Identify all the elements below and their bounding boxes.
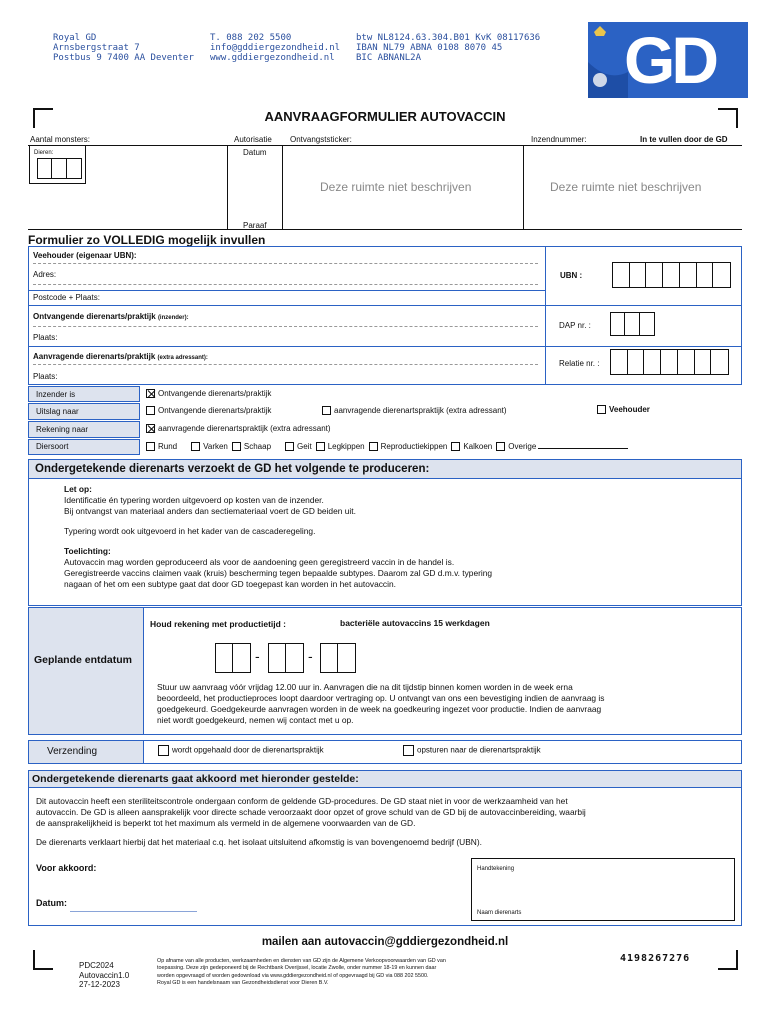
option-text: Ontvangende dierenarts/praktijk: [158, 389, 272, 398]
checkbox-checked-icon[interactable]: [146, 424, 155, 433]
legal-line: Royal GD is een handelsnaam van Gezondheidsdienst voor Dieren B.V.: [157, 980, 329, 987]
legal-line: worden opgevraagd of worden gedownload via www.gddiergezondheid.nl of opgevraagd bij GD via 088 202 5500.: [157, 972, 429, 979]
dap-label: DAP nr. :: [559, 321, 591, 330]
dotted-line: [33, 284, 538, 285]
barcode-number: 4198267276: [620, 953, 691, 964]
planning-line: Stuur uw aanvraag vóór vrijdag 12.00 uur in. Aanvragen die na dit tijdstip binnen komen worden in de week erna: [157, 682, 573, 692]
address-line: Postbus 9 7400 AA Deventer: [53, 53, 194, 63]
option-text: Varken: [203, 442, 228, 451]
postcode-label: Postcode + Plaats:: [33, 293, 100, 302]
option-text: Ontvangende dierenarts/praktijk: [158, 406, 272, 415]
adres-label: Adres:: [33, 270, 57, 279]
rekening-label: Rekening naar: [28, 421, 140, 438]
entdatum-day-input[interactable]: [215, 643, 251, 673]
ontvangende-text: Ontvangende dierenarts/praktijk: [33, 312, 156, 321]
diersoort-overige[interactable]: [496, 442, 628, 451]
company-contact: [210, 33, 340, 63]
relatie-label: Relatie nr. :: [559, 359, 600, 368]
no-write-notice: Deze ruimte niet beschrijven: [320, 180, 472, 194]
option-text: opsturen naar de dierenartspraktijk: [417, 745, 541, 755]
checkbox-icon[interactable]: [451, 442, 460, 451]
planning-line: beoordeeld, het productieproces loopt daardoor vertraging op. U ontvangt van ons een bevestiging indien de aanvraag is: [157, 693, 605, 703]
checkbox-icon[interactable]: [597, 405, 606, 414]
akkoord-line: de aansprakelijkheid is beperkt tot het maximum als vermeld in de algemene voorwaarden van de GD.: [36, 818, 416, 828]
company-bank: [356, 33, 540, 63]
checkbox-icon[interactable]: [403, 745, 414, 756]
document-version: Autovaccin1.0: [79, 970, 130, 980]
verzending-label: Verzending: [47, 746, 98, 757]
divider: [28, 290, 545, 291]
gd-fill-label: In te vullen door de GD: [640, 135, 728, 144]
dieren-input[interactable]: [37, 158, 82, 179]
akkoord-text: [36, 796, 726, 848]
aanvragende-label: [33, 352, 208, 361]
website-text: www.gddiergezondheid.nl: [210, 53, 335, 63]
plaats-label: Plaats:: [33, 372, 58, 381]
document-code-line: PDC2024: [79, 961, 114, 970]
email-text: info@gddiergezondheid.nl: [210, 43, 341, 53]
letop-line: Identificatie én typering worden uitgevoerd op kosten van de inzender.: [64, 495, 324, 505]
company-address: [53, 33, 194, 63]
overige-input[interactable]: [538, 448, 628, 449]
bank-line: IBAN NL79 ABNA 0108 8070 45: [356, 43, 503, 53]
no-write-notice: Deze ruimte niet beschrijven: [550, 180, 702, 194]
toelichting-heading: Toelichting:: [64, 546, 111, 556]
date-separator: -: [255, 648, 260, 664]
akkoord-line: Dit autovaccin heeft een steriliteitscontrole ondergaan conform de geldende GD-procedures. De GD staat niet in voor de werkzaamheid van het: [36, 796, 568, 806]
planning-line: niet wordt goedgekeurd, nemen wij contact met u op.: [157, 715, 354, 725]
inzender-label: Inzender is: [28, 386, 140, 402]
dotted-line: [33, 326, 538, 327]
option-text: Veehouder: [609, 405, 650, 414]
section-heading: Ondergetekende dierenarts gaat akkoord met hieronder gestelde:: [28, 770, 742, 788]
dotted-line: [33, 263, 538, 264]
aanvragende-text: Aanvragende dierenarts/praktijk: [33, 352, 156, 361]
entdatum-month-input[interactable]: [268, 643, 304, 673]
aantal-monsters-label: Aantal monsters:: [30, 135, 91, 144]
uitslag-option-veehouder[interactable]: [597, 405, 650, 414]
veehouder-label: Veehouder (eigenaar UBN):: [33, 251, 137, 260]
bank-line: btw NL8124.63.304.B01 KvK 08117636: [356, 33, 541, 43]
checkbox-icon[interactable]: [322, 406, 331, 415]
diersoort-legkippen[interactable]: [316, 442, 365, 451]
autorisatie-column: [227, 145, 283, 230]
letop-line: Bij ontvangst van materiaal anders dan sectiemateriaal voert de GD beiden uit.: [64, 506, 356, 516]
ubn-label: UBN :: [560, 271, 583, 280]
logo-text: GD: [624, 23, 715, 97]
diersoort-label: Diersoort: [28, 439, 140, 455]
diersoort-kalkoen[interactable]: [451, 442, 492, 451]
bank-line: BIC ABNANL2A: [356, 53, 422, 63]
checkbox-icon[interactable]: [146, 406, 155, 415]
option-text: Overige: [508, 442, 537, 451]
option-text: Geit: [297, 442, 312, 451]
gd-logo: [588, 22, 748, 98]
voor-akkoord-label: Voor akkoord:: [36, 863, 97, 873]
planning-label-cell: [29, 608, 144, 734]
checkbox-icon[interactable]: [369, 442, 378, 451]
legal-line: toepassing. Deze zijn gedeponeerd bij de Rechtbank Overijssel, locatie Zwolle, onder nummer 18-19 en kunnen daar: [157, 965, 437, 972]
productietijd-label: Houd rekening met productietijd :: [150, 619, 287, 629]
diersoort-reproductiekippen[interactable]: [369, 442, 448, 451]
form-title: AANVRAAGFORMULIER AUTOVACCIN: [264, 109, 506, 124]
naam-dierenarts-label: Naam dierenarts: [477, 910, 522, 916]
letop-block: [64, 484, 492, 590]
inzender-option[interactable]: [146, 389, 271, 398]
instruction-heading: Formulier zo VOLLEDIG mogelijk invullen: [28, 233, 266, 247]
option-text: Schaap: [243, 442, 272, 451]
toelichting-line: Autovaccin mag worden geproduceerd als voor de aandoening geen geregistreerd vaccin in de handel is.: [64, 557, 455, 567]
address-line: Arnsbergstraat 7: [53, 43, 140, 53]
datum-label: Datum: [243, 148, 267, 157]
paraaf-label: Paraaf: [243, 221, 267, 230]
option-text: wordt opgehaald door de dierenartspraktijk: [172, 745, 324, 755]
verzending-option-opsturen[interactable]: [403, 745, 541, 756]
phone-text: T. 088 202 5500: [210, 33, 292, 43]
option-text: Reproductiekippen: [380, 442, 448, 451]
uitslag-option-aanvragende[interactable]: [322, 406, 507, 415]
letop-heading: Let op:: [64, 484, 92, 494]
diersoort-schaap[interactable]: [232, 442, 271, 451]
option-text: Legkippen: [327, 442, 365, 451]
verzending-option-opgehaald[interactable]: [158, 745, 324, 756]
planning-line: goedgekeurd. Goedgekeurde aanvragen worden in de week na goedkeuring ingezet voor productie. Indien de aanvraag: [157, 704, 602, 714]
datum-input[interactable]: [70, 911, 197, 912]
ubn-input[interactable]: [612, 262, 731, 288]
ontvangende-label: [33, 312, 189, 321]
corner-mark: [33, 950, 53, 970]
checkbox-icon[interactable]: [158, 745, 169, 756]
relatie-input[interactable]: [610, 349, 729, 375]
address-line: Royal GD: [53, 33, 97, 43]
options-table: [28, 386, 742, 454]
toelichting-line: Geregistreerde vaccins claimen vaak (kruis) bescherming tegen bepaalde subtypes. Daarom zal GD d.m.v. typering: [64, 568, 493, 578]
verklaring-line: De dierenarts verklaart hierbij dat het materiaal c.q. het isolaat uitsluitend afkomstig is van bovengenoemd bedrijf (UBN).: [36, 837, 482, 847]
dap-input[interactable]: [610, 312, 655, 336]
option-text: aanvragende dierenartspraktijk (extra adressant): [334, 406, 507, 415]
option-text: Kalkoen: [463, 442, 493, 451]
entdatum-year-input[interactable]: [320, 643, 356, 673]
akkoord-line: autovaccin. De GD is alleen aansprakelijk voor directe schade veroorzaakt door opzet of grove schuld van de GD bij de autovaccinbereiding, waarbij: [36, 807, 586, 817]
diersoort-varken[interactable]: [191, 442, 228, 451]
ontvangende-sub: (inzender):: [157, 315, 189, 321]
diersoort-geit[interactable]: [285, 442, 312, 451]
checkbox-icon[interactable]: [496, 442, 505, 451]
aanvragende-sub: (extra adressant):: [157, 355, 208, 361]
typering-text: Typering wordt ook uitgevoerd in het kader van de cascaderegeling.: [64, 526, 316, 536]
date-separator: -: [308, 648, 313, 664]
uitslag-label: Uitslag naar: [28, 403, 140, 420]
dotted-line: [33, 364, 538, 365]
checkbox-icon[interactable]: [316, 442, 325, 451]
dieren-label: Dieren:: [34, 150, 54, 156]
planning-text: [157, 682, 604, 726]
document-date: 27-12-2023: [79, 980, 120, 989]
planning-label: Geplande entdatum: [34, 654, 133, 666]
divider: [523, 145, 524, 230]
ontvangststicker-label: Ontvangststicker:: [290, 135, 352, 144]
divider: [545, 246, 546, 385]
checkbox-icon[interactable]: [146, 442, 155, 451]
document-code: [79, 961, 129, 990]
checkbox-icon[interactable]: [191, 442, 200, 451]
checkbox-checked-icon[interactable]: [146, 389, 155, 398]
mail-instruction: mailen aan autovaccin@gddiergezondheid.nl: [261, 936, 509, 948]
option-text: aanvragende dierenartspraktijk (extra adressant): [158, 424, 331, 433]
divider: [28, 305, 742, 306]
uitslag-option-ontvangende[interactable]: [146, 406, 271, 415]
checkbox-icon[interactable]: [232, 442, 241, 451]
diersoort-options: [146, 442, 628, 451]
plaats-label: Plaats:: [33, 333, 58, 342]
checkbox-icon[interactable]: [285, 442, 294, 451]
productietijd-value: bacteriële autovaccins 15 werkdagen: [340, 618, 490, 628]
diersoort-rund[interactable]: [146, 442, 177, 451]
handtekening-label: Handtekening: [477, 866, 515, 872]
inzendnummer-label: Inzendnummer:: [531, 135, 587, 144]
section-heading: Ondergetekende dierenarts verzoekt de GD het volgende te produceren:: [28, 459, 742, 479]
divider: [28, 346, 742, 347]
rekening-option[interactable]: [146, 424, 331, 433]
legal-line: Op afname van alle producten, werkzaamheden en diensten van GD zijn de Algemene Verkoopvoorwaarden van GD van: [157, 958, 446, 964]
toelichting-line: nagaan of het om een subtype gaat dat door GD toegepast kan worden in het autovaccin.: [64, 579, 396, 589]
corner-mark: [718, 950, 738, 970]
datum-label: Datum:: [36, 898, 67, 908]
option-text: Rund: [158, 442, 178, 451]
legal-text: [157, 958, 446, 988]
autorisatie-label: Autorisatie: [234, 135, 272, 144]
